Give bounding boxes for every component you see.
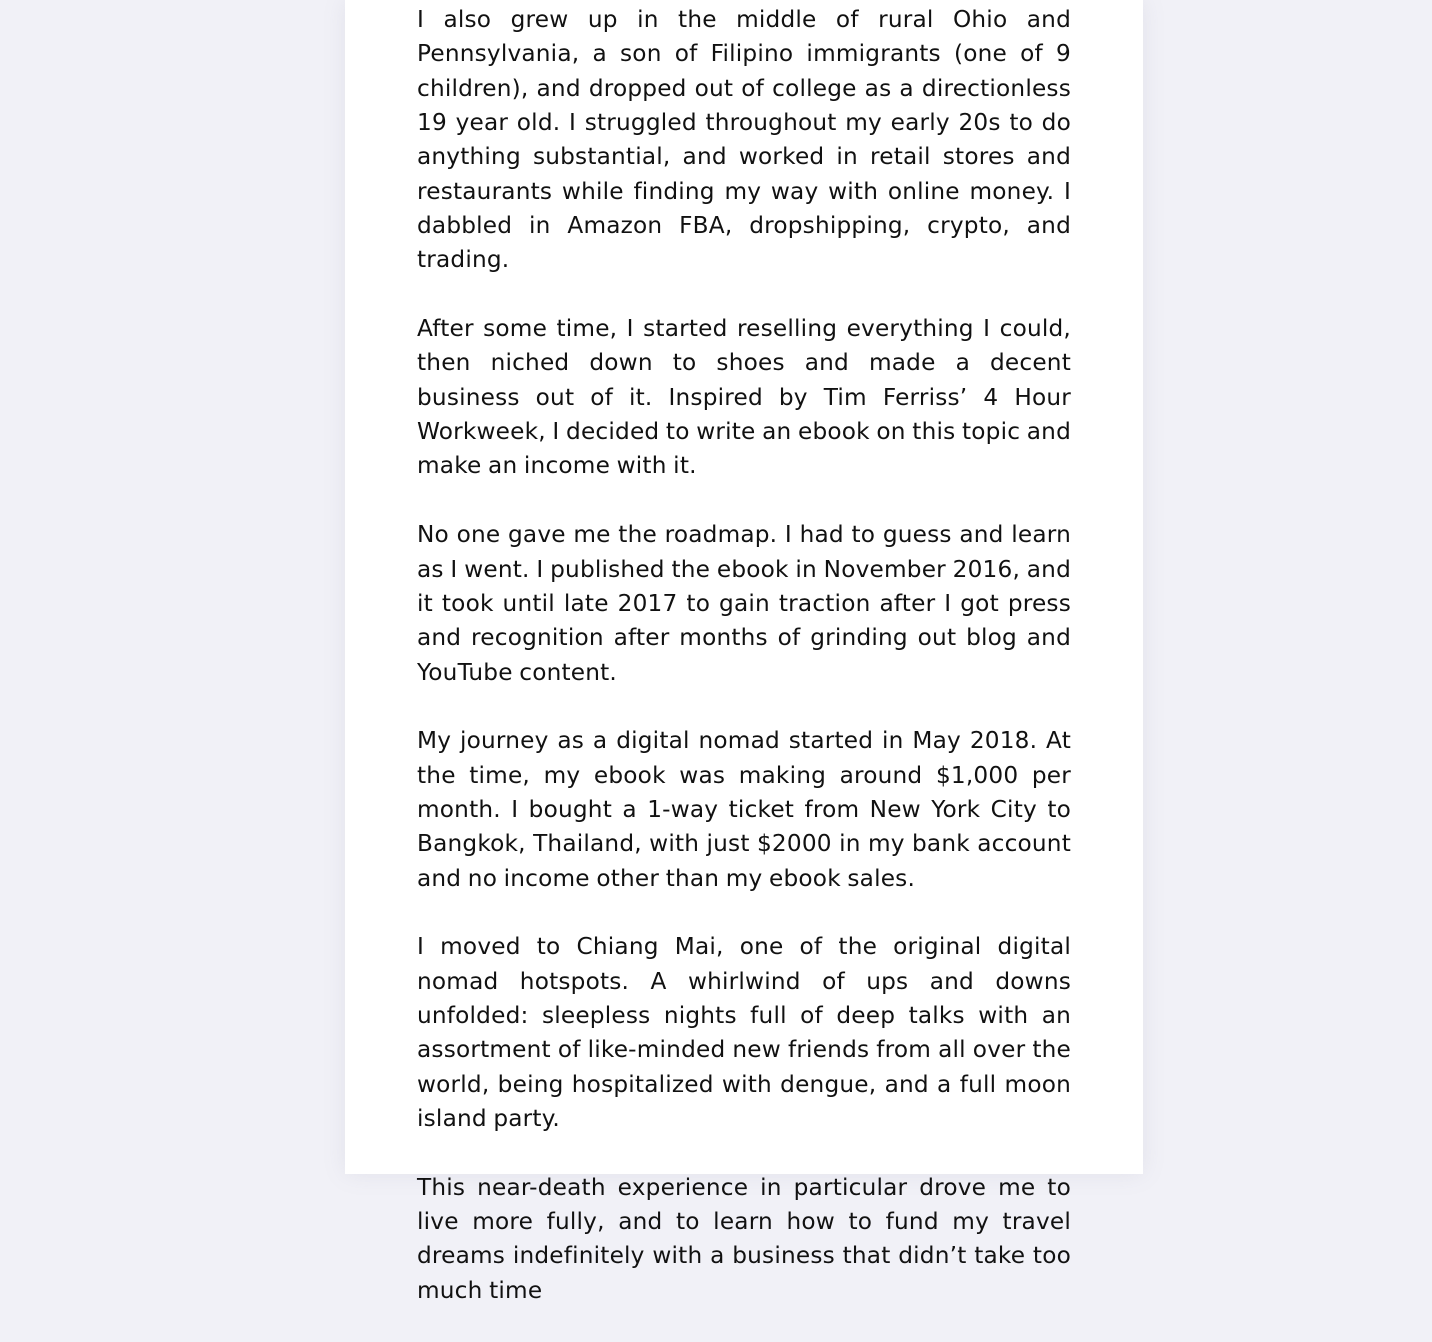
page-column <box>345 0 1143 1304</box>
article-body <box>417 3 1071 1342</box>
paragraph-reselling: After some time, I started reselling everything I could, then niched down to shoes and made a decent business out of it. Inspired by Tim Ferriss’ 4 Hour Workweek, I decided to write an ebook on this topic and make an income with it. <box>417 315 1071 480</box>
paragraph-background: I also grew up in the middle of rural Ohio and Pennsylvania, a son of Filipino immigrants (one of 9 children), and dropped out of college as a directionless 19 year old. I struggled throughout my early 20s to do anything substantial, and worked in retail stores and restaurants while finding my way with online money. I dabbled in Amazon FBA, dropshipping, crypto, and trading. <box>417 6 1071 274</box>
paragraph-chiang-mai: I moved to Chiang Mai, one of the original digital nomad hotspots. A whirlwind of ups and downs unfolded: sleepless nights full of deep talks with an assortment of like-minded new friends from all over the world, being hospitalized with dengue, and a full moon island party. <box>417 933 1071 1132</box>
paragraph-digital-nomad: My journey as a digital nomad started in May 2018. At the time, my ebook was making around $1,000 per month. I bought a 1-way ticket from New York City to Bangkok, Thailand, with just $2000 in my bank account and no income other than my ebook sales. <box>417 727 1071 892</box>
paragraph-near-death: This near-death experience in particular drove me to live more fully, and to learn how to fund my travel dreams indefinitely with a business that didn’t take too much time <box>417 1173 1071 1304</box>
paragraph-roadmap: No one gave me the roadmap. I had to guess and learn as I went. I published the ebook in November 2016, and it took until late 2017 to gain traction after I got press and recognition after months of grinding out blog and YouTube content. <box>417 521 1071 686</box>
